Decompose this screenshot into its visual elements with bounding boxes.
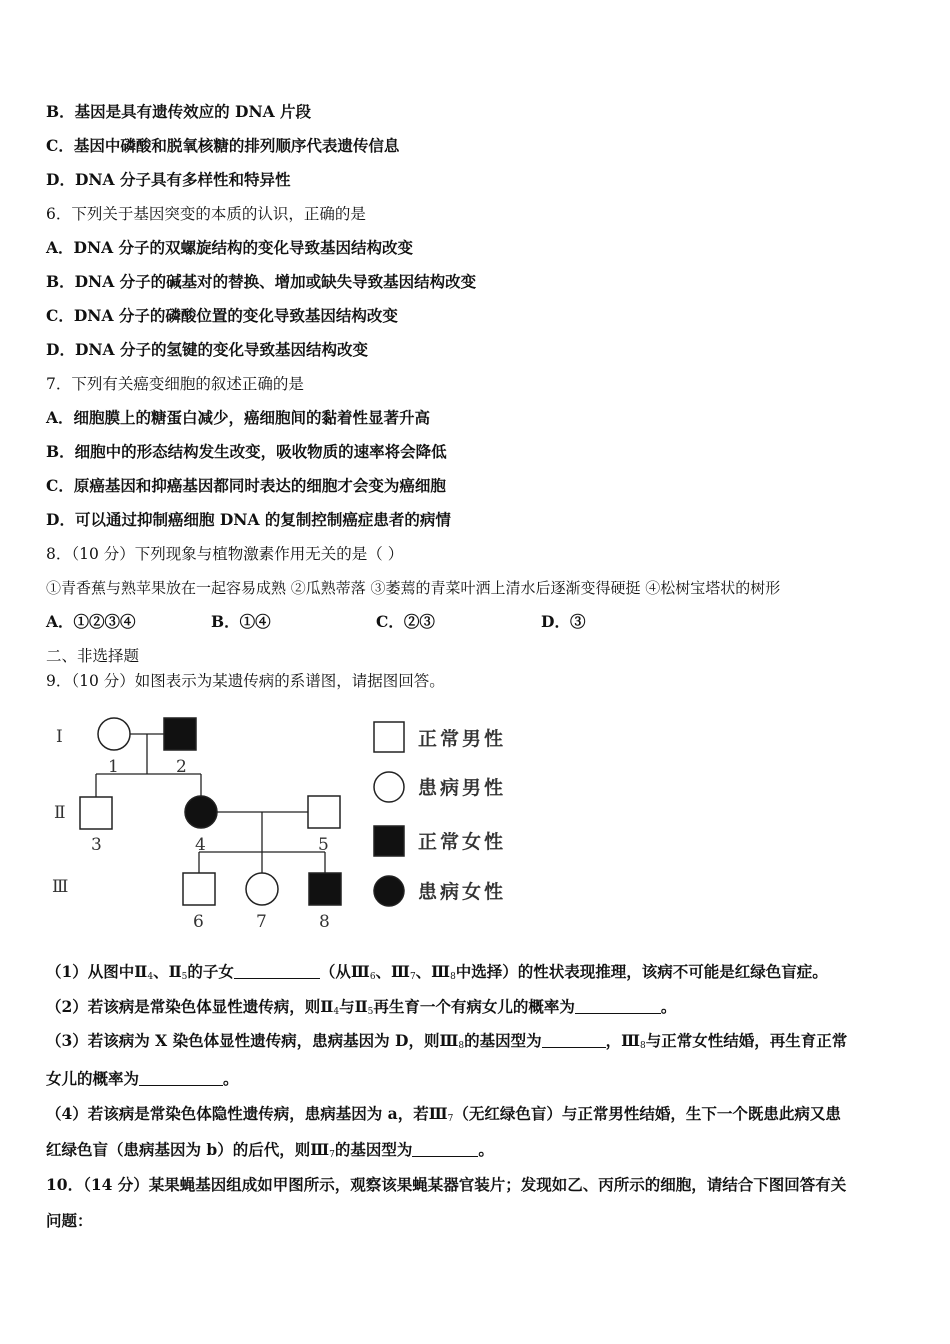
q7-option-b: B．细胞中的形态结构发生改变，吸收物质的速率将会降低 (46, 442, 447, 461)
pedigree-individual-3 (80, 797, 112, 829)
generation-label-3: Ⅲ (52, 877, 69, 897)
answer-blank[interactable] (234, 964, 320, 979)
pedigree-individual-7 (246, 873, 278, 905)
pedigree-individual-1 (98, 718, 130, 750)
q6-option-d: D．DNA 分子的氢键的变化导致基因结构改变 (46, 340, 368, 359)
q9-part-3-line-2: 女儿的概率为 。 (46, 1069, 239, 1088)
q6-option-c: C．DNA 分子的磷酸位置的变化导致基因结构改变 (46, 306, 398, 325)
q5-option-c: C．基因中磷酸和脱氧核糖的排列顺序代表遗传信息 (46, 136, 400, 155)
q9-part-2: （2）若该病是常染色体显性遗传病，则$Ⅱ_4$与$Ⅱ_5$再生育一个有病女儿的概率为 。 (46, 997, 677, 1017)
legend-normal-female-label: 正常女性 (418, 831, 507, 853)
q9-stem: 9．（10 分）如图表示为某遗传病的系谱图，请据图回答。 (46, 672, 445, 690)
q9-part-4-line-1: （4）若该病是常染色体隐性遗传病，患病基因为 a，若$Ⅲ_7$（无红绿色盲）与正常男性结婚，生下一个既患此病又患 (46, 1104, 841, 1124)
q7-stem: 7．下列有关癌变细胞的叙述正确的是 (46, 375, 304, 393)
q9-part-1: （1）从图中$Ⅱ_4$、$Ⅱ_5$的子女 （从$Ⅲ_6$、$Ⅲ_7$、$Ⅲ_8$中选择）的性状表现推理，该病不可能是红绿色盲症。 (46, 962, 828, 982)
pedigree-number-8: 8 (319, 912, 330, 932)
q5-option-d: D．DNA 分子具有多样性和特异性 (46, 170, 291, 189)
generation-label-2: Ⅱ (54, 803, 66, 823)
q7-option-a: A．细胞膜上的糖蛋白减少，癌细胞间的黏着性显著升高 (46, 408, 431, 427)
q6-option-a: A．DNA 分子的双螺旋结构的变化导致基因结构改变 (46, 238, 414, 257)
q5-option-b: B．基因是具有遗传效应的 DNA 片段 (46, 102, 312, 121)
q8-option-c: C．②③ (376, 612, 435, 631)
section-heading: 二、非选择题 (46, 647, 140, 665)
pedigree-number-5: 5 (318, 835, 329, 855)
q10-stem-line-1: 10．（14 分）某果蝇基因组成如甲图所示，观察该果蝇某器官装片；发现如乙、丙所示的细胞，请结合下图回答有关 (46, 1175, 847, 1194)
answer-blank[interactable] (412, 1142, 478, 1157)
pedigree-individual-6 (183, 873, 215, 905)
answer-blank[interactable] (542, 1033, 606, 1048)
q8-option-a: A．①②③④ (46, 612, 136, 631)
legend-normal-male-label: 正常男性 (418, 728, 507, 750)
q7-option-d: D．可以通过抑制癌细胞 DNA 的复制控制癌症患者的病情 (46, 510, 451, 529)
q10-stem-line-2: 问题： (46, 1211, 93, 1230)
q7-option-c: C．原癌基因和抑癌基因都同时表达的细胞才会变为癌细胞 (46, 476, 446, 495)
pedigree-number-4: 4 (195, 835, 206, 855)
q8-items: ①青香蕉与熟苹果放在一起容易成熟 ②瓜熟蒂落 ③萎蔫的青菜叶洒上清水后逐渐变得硬挺 ④松树宝塔状的树形 (46, 579, 781, 597)
legend-normal-male-symbol (374, 722, 404, 752)
legend-affected-female-symbol (374, 876, 404, 906)
q9-part-4-line-2: 红绿色盲（患病基因为 b）的后代，则$Ⅲ_7$的基因型为 。 (46, 1140, 494, 1160)
pedigree-number-2: 2 (176, 757, 187, 777)
answer-blank[interactable] (139, 1071, 223, 1086)
legend-affected-female-label: 患病女性 (418, 881, 507, 903)
q9-part-3-line-1: （3）若该病为 X 染色体显性遗传病，患病基因为 D，则$Ⅲ_8$的基因型为 ，$Ⅲ_8$与正常女性结婚，再生育正常 (46, 1031, 848, 1051)
answer-blank[interactable] (575, 999, 661, 1014)
generation-label-1: Ⅰ (56, 727, 63, 747)
pedigree-individual-2 (164, 718, 196, 750)
pedigree-number-1: 1 (108, 757, 119, 777)
q8-option-b: B．①④ (211, 612, 271, 631)
q6-option-b: B．DNA 分子的碱基对的替换、增加或缺失导致基因结构改变 (46, 272, 477, 291)
q8-option-d: D．③ (541, 612, 586, 631)
legend-affected-male-label: 患病男性 (418, 777, 507, 799)
pedigree-individual-8 (309, 873, 341, 905)
q8-stem: 8．（10 分）下列现象与植物激素作用无关的是（ ） (46, 545, 404, 563)
legend-normal-female-symbol (374, 826, 404, 856)
pedigree-individual-4 (185, 796, 217, 828)
pedigree-number-7: 7 (256, 912, 267, 932)
q6-stem: 6．下列关于基因突变的本质的认识，正确的是 (46, 205, 366, 223)
pedigree-individual-5 (308, 796, 340, 828)
pedigree-chart (46, 712, 526, 938)
pedigree-number-6: 6 (193, 912, 204, 932)
pedigree-number-3: 3 (91, 835, 102, 855)
legend-affected-male-symbol (374, 772, 404, 802)
